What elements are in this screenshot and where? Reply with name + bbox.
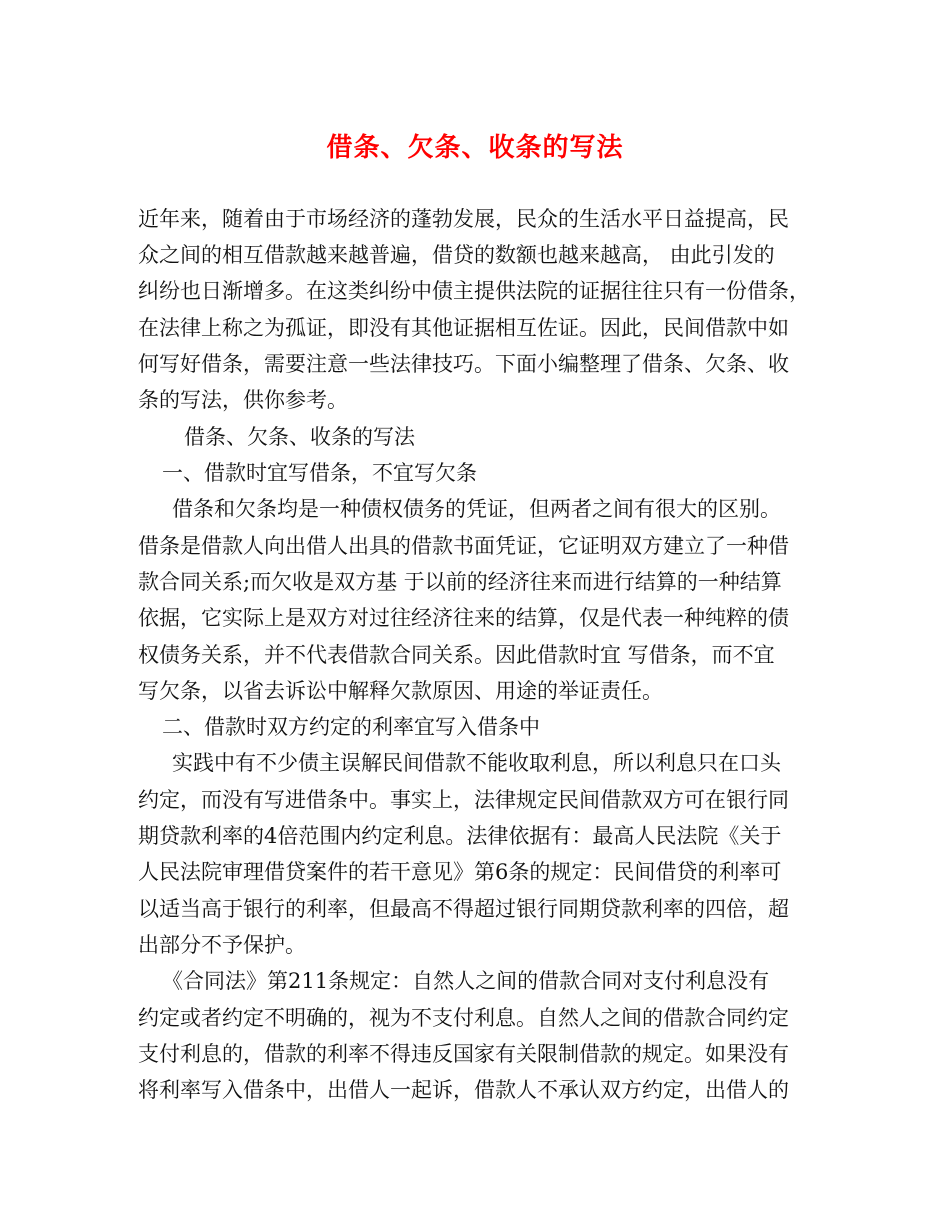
paragraph-line: 借条是借款人向出借人出具的借款书面凭证，它证明双方建立了一种借 [138, 534, 789, 558]
paragraph-line: 出部分不予保护。 [138, 933, 306, 957]
paragraph-line: 借条和欠条均是一种债权债务的凭证，但两者之间有很大的区别。 [172, 497, 781, 521]
paragraph-line: 款合同关系;而欠收是双方基 于以前的经济往来而进行结算的一种结算 [138, 570, 782, 594]
paragraph-line: 近年来，随着由于市场经济的蓬勃发展，民众的生活水平日益提高，民 [138, 207, 789, 231]
paragraph-line: 支付利息的，借款的利率不得违反国家有关限制借款的规定。如果没有 [138, 1042, 789, 1066]
paragraph-line: 写欠条，以省去诉讼中解释欠款原因、用途的举证责任。 [138, 679, 663, 703]
paragraph-line: 约定或者约定不明确的，视为不支付利息。自然人之间的借款合同约定 [138, 1006, 789, 1030]
paragraph-line: 期贷款利率的4倍范围内约定利息。法律依据有：最高人民法院《关于 [138, 824, 782, 848]
document-title: 借条、欠条、收条的写法 [326, 133, 624, 163]
paragraph-line: 在法律上称之为孤证，即没有其他证据相互佐证。因此，民间借款中如 [138, 316, 789, 340]
section-heading: 一、借款时宜写借条，不宜写欠条 [162, 461, 477, 485]
paragraph-line: 实践中有不少债主误解民间借款不能收取利息，所以利息只在口头 [172, 751, 781, 775]
paragraph-line: 纠纷也日渐增多。在这类纠纷中债主提供法院的证据往往只有一份借条， [138, 279, 810, 303]
paragraph-line: 何写好借条，需要注意一些法律技巧。下面小编整理了借条、欠条、收 [138, 352, 789, 376]
paragraph-line: 《合同法》第211条规定：自然人之间的借款合同对支付利息没有 [162, 969, 770, 993]
paragraph-line: 将利率写入借条中，出借人一起诉，借款人不承认双方约定，出借人的 [138, 1078, 789, 1102]
paragraph-line: 人民法院审理借贷案件的若干意见》第6条的规定：民间借贷的利率可 [138, 860, 782, 884]
section-heading: 二、借款时双方约定的利率宜写入借条中 [162, 715, 540, 739]
paragraph-line: 条的写法，供你参考。 [138, 388, 348, 412]
paragraph-line: 以适当高于银行的利率，但最高不得超过银行同期贷款利率的四倍，超 [138, 897, 789, 921]
section-heading: 借条、欠条、收条的写法 [184, 425, 415, 449]
paragraph-line: 权债务关系，并不代表借款合同关系。因此借款时宜 写借条，而不宜 [138, 643, 775, 667]
paragraph-line: 依据，它实际上是双方对过往经济往来的结算，仅是代表一种纯粹的债 [138, 606, 789, 630]
paragraph-line: 约定，而没有写进借条中。事实上，法律规定民间借款双方可在银行同 [138, 788, 789, 812]
paragraph-line: 众之间的相互借款越来越普遍，借贷的数额也越来越高， 由此引发的 [138, 243, 775, 267]
